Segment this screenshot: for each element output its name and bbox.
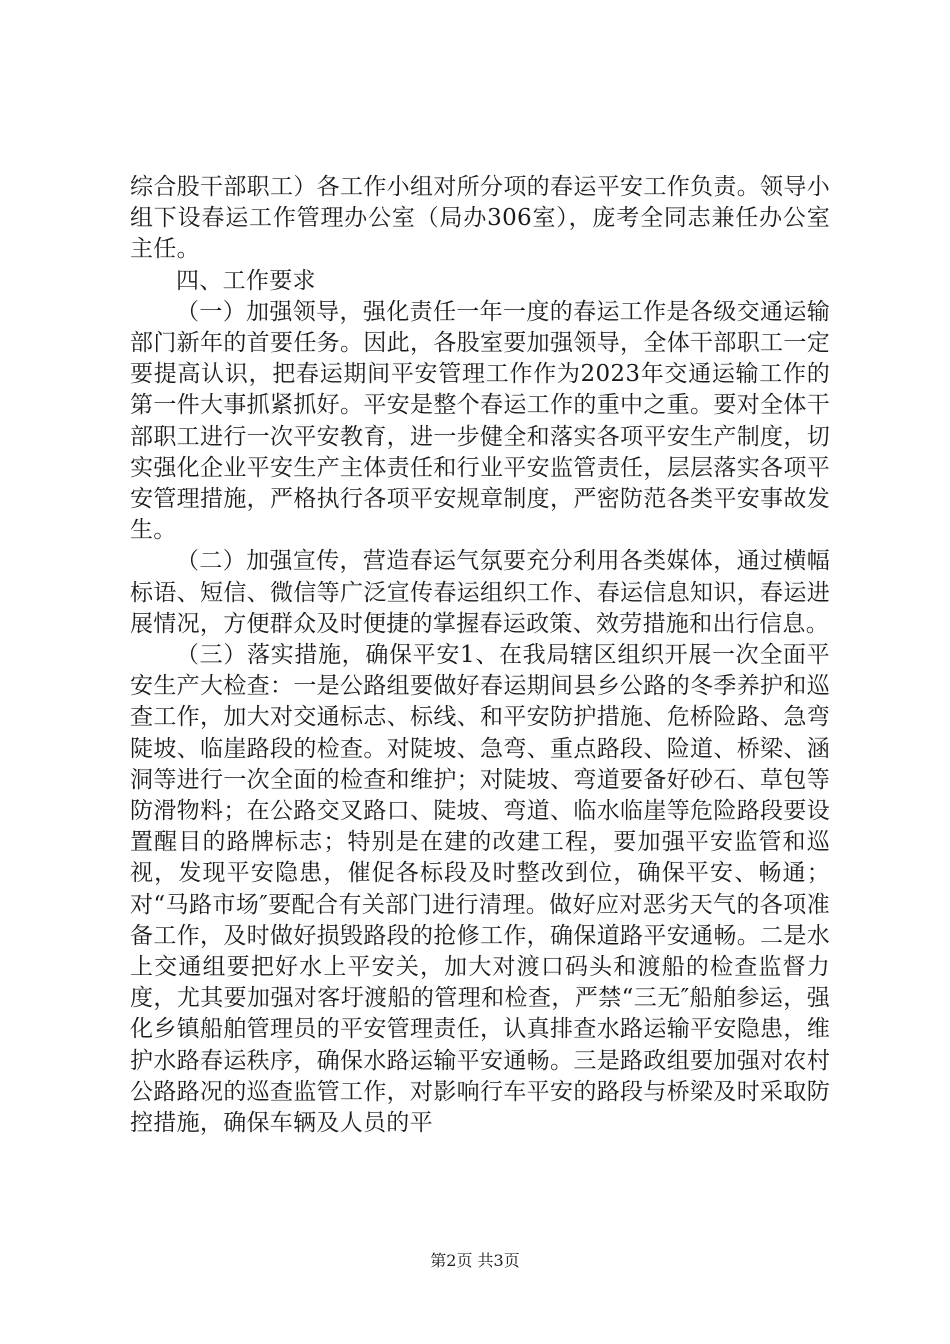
page-footer: 第2页 共3页 (430, 1251, 520, 1270)
paragraph-measures: （三）落实措施，确保平安1、在我局辖区组织开展一次全面平安生产大检查：一是公路组要做好春运期间县乡公路的冬季养护和巡查工作，加大对交通标志、标线、和平安防护措施、危桥险路、急弯陡坡、临崖路段的检查。对陡坡、急弯、重点路段、险道、桥梁、涵洞等进行一次全面的检查和维护；对陡坡、弯道要备好砂石、草包等防滑物料；在公路交叉路口、陡坡、弯道、临水临崖等危险路段要设置醒目的路牌标志；特别是在建的改建工程，要加强平安监管和巡视，发现平安隐患，催促各标段及时整改到位，确保平安、畅通；对“马路市场″要配合有关部门进行清理。做好应对恶劣天气的各项准备工作，及时做好损毁路段的抢修工作，确保道路平安通畅。二是水上交通组要把好水上平安关，加大对渡口码头和渡船的检查监督力度，尤其要加强对客圩渡船的管理和检查，严禁“三无″船舶参运，强化乡镇船舶管理员的平安管理责任，认真排查水路运输平安隐患，维护水路春运秩序，确保水路运输平安通畅。三是路政组要加强对农村公路路况的巡查监管工作，对影响行车平安的路段与桥梁及时采取防控措施，确保车辆及人员的平 (130, 642, 830, 1137)
paragraph-leadership: （一）加强领导，强化责任一年一度的春运工作是各级交通运输部门新年的首要任务。因此，各股室要加强领导，全体干部职工一定要提高认识，把春运期间平安管理工作作为2023年交通运输工作的第一件大事抓紧抓好。平安是整个春运工作的重中之重。要对全体干部职工进行一次平安教育，进一步健全和落实各项平安生产制度，切实强化企业平安生产主体责任和行业平安监管责任，层层落实各项平安管理措施，严格执行各项平安规章制度，严密防范各类平安事故发生。 (130, 298, 830, 544)
section-heading: 四、工作要求 (176, 267, 316, 294)
paragraph-continuation: 综合股干部职工）各工作小组对所分项的春运平安工作负责。领导小组下设春运工作管理办公室（局办306室），庞考全同志兼任办公室主任。 (130, 174, 830, 263)
document-body (130, 172, 830, 1139)
paragraph-publicity: （二）加强宣传，营造春运气氛要充分利用各类媒体，通过横幅标语、短信、微信等广泛宣传春运组织工作、春运信息知识，春运进展情况，方便群众及时便捷的掌握春运政策、效劳措施和出行信息。 (130, 548, 830, 637)
